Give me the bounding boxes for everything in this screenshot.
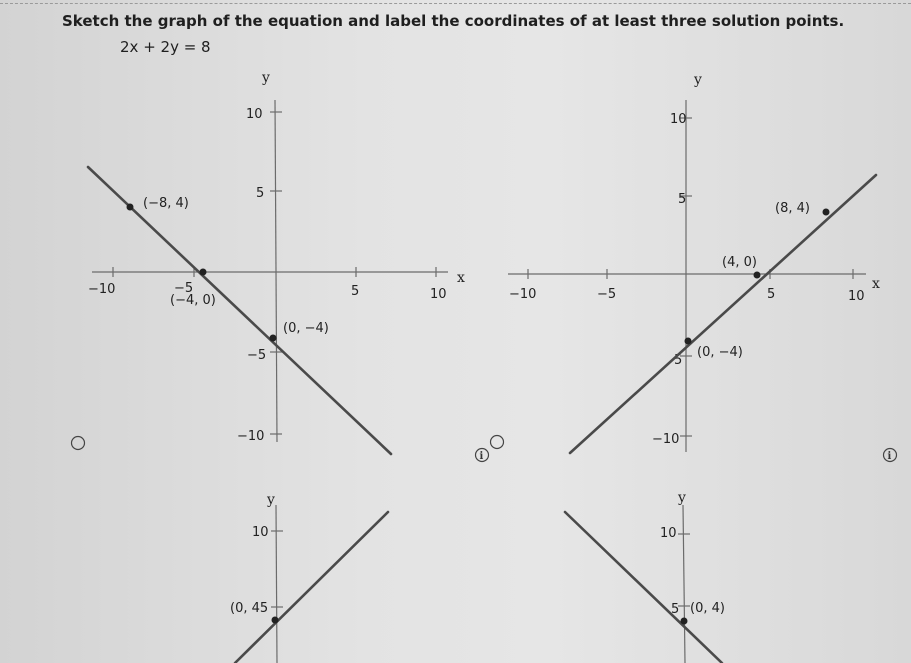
tick-label-x-10: 10	[848, 289, 865, 304]
equation-text: 2x + 2y = 8	[120, 38, 211, 56]
x-axis-label: x	[872, 276, 880, 292]
y-axis-label: y	[262, 70, 270, 86]
graphed-line	[88, 167, 391, 454]
tick-label-y-neg5: 5	[674, 353, 683, 368]
point-label: (−8, 4)	[143, 196, 189, 211]
svg-text:i: i	[479, 451, 484, 462]
tick-label-x-neg10: −10	[88, 282, 116, 297]
graphed-line	[565, 512, 722, 663]
point-label: (8, 4)	[775, 201, 810, 216]
tick-label-x-neg10: −10	[509, 287, 537, 302]
tick-label-y-5: 5	[671, 602, 680, 617]
tick-label-x-5: 5	[351, 284, 360, 299]
point-label: (4, 0)	[722, 255, 757, 270]
y-axis-label: y	[267, 492, 275, 508]
info-icon[interactable]	[884, 449, 897, 463]
tick-label-y-10: 10	[252, 525, 269, 540]
graph-option-c[interactable]	[230, 492, 388, 663]
solution-point	[127, 204, 134, 211]
y-axis	[275, 100, 277, 442]
solution-point	[270, 335, 277, 342]
solution-point	[823, 209, 830, 216]
x-axis-label: x	[457, 270, 465, 286]
point-label: (0, 4)	[690, 601, 725, 616]
solution-point	[681, 618, 688, 625]
solution-point	[754, 272, 761, 279]
tick-label-y-5: 5	[256, 186, 265, 201]
y-axis	[683, 505, 685, 663]
option-b-radio[interactable]	[491, 436, 504, 449]
graph-option-d[interactable]	[565, 490, 725, 663]
y-axis	[276, 505, 277, 663]
point-label-fraction: −5	[174, 281, 194, 296]
option-a-radio[interactable]	[72, 437, 85, 450]
tick-label-x-5: 5	[767, 287, 776, 302]
tick-label-y-5: 5	[678, 192, 687, 207]
tick-label-y-neg5: −5	[247, 348, 267, 363]
point-label: (−4, 0)	[170, 293, 216, 308]
graph-option-b[interactable]	[491, 72, 897, 462]
tick-label-y-10: 10	[670, 112, 687, 127]
info-icon[interactable]	[476, 449, 489, 463]
tick-label-y-neg10: −10	[237, 429, 265, 444]
tick-label-y-10: 10	[246, 107, 263, 122]
solution-point	[685, 338, 692, 345]
y-axis-label: y	[694, 72, 702, 88]
graph-option-a[interactable]	[72, 70, 489, 462]
point-label: (0, −4)	[283, 321, 329, 336]
tick-label-x-10: 10	[430, 287, 447, 302]
point-label: (0, 45	[230, 601, 269, 616]
graphed-line	[570, 175, 876, 453]
tick-label-y-10: 10	[660, 526, 677, 541]
tick-label-x-neg5: −5	[597, 287, 617, 302]
solution-point	[200, 269, 207, 276]
tick-label-y-neg10: −10	[652, 432, 680, 447]
point-label: (0, −4)	[697, 345, 743, 360]
y-axis-label: y	[678, 490, 686, 506]
svg-text:i: i	[887, 451, 892, 462]
question-instruction: Sketch the graph of the equation and label the coordinates of at least three solution points.	[62, 12, 845, 30]
solution-point	[272, 617, 279, 624]
